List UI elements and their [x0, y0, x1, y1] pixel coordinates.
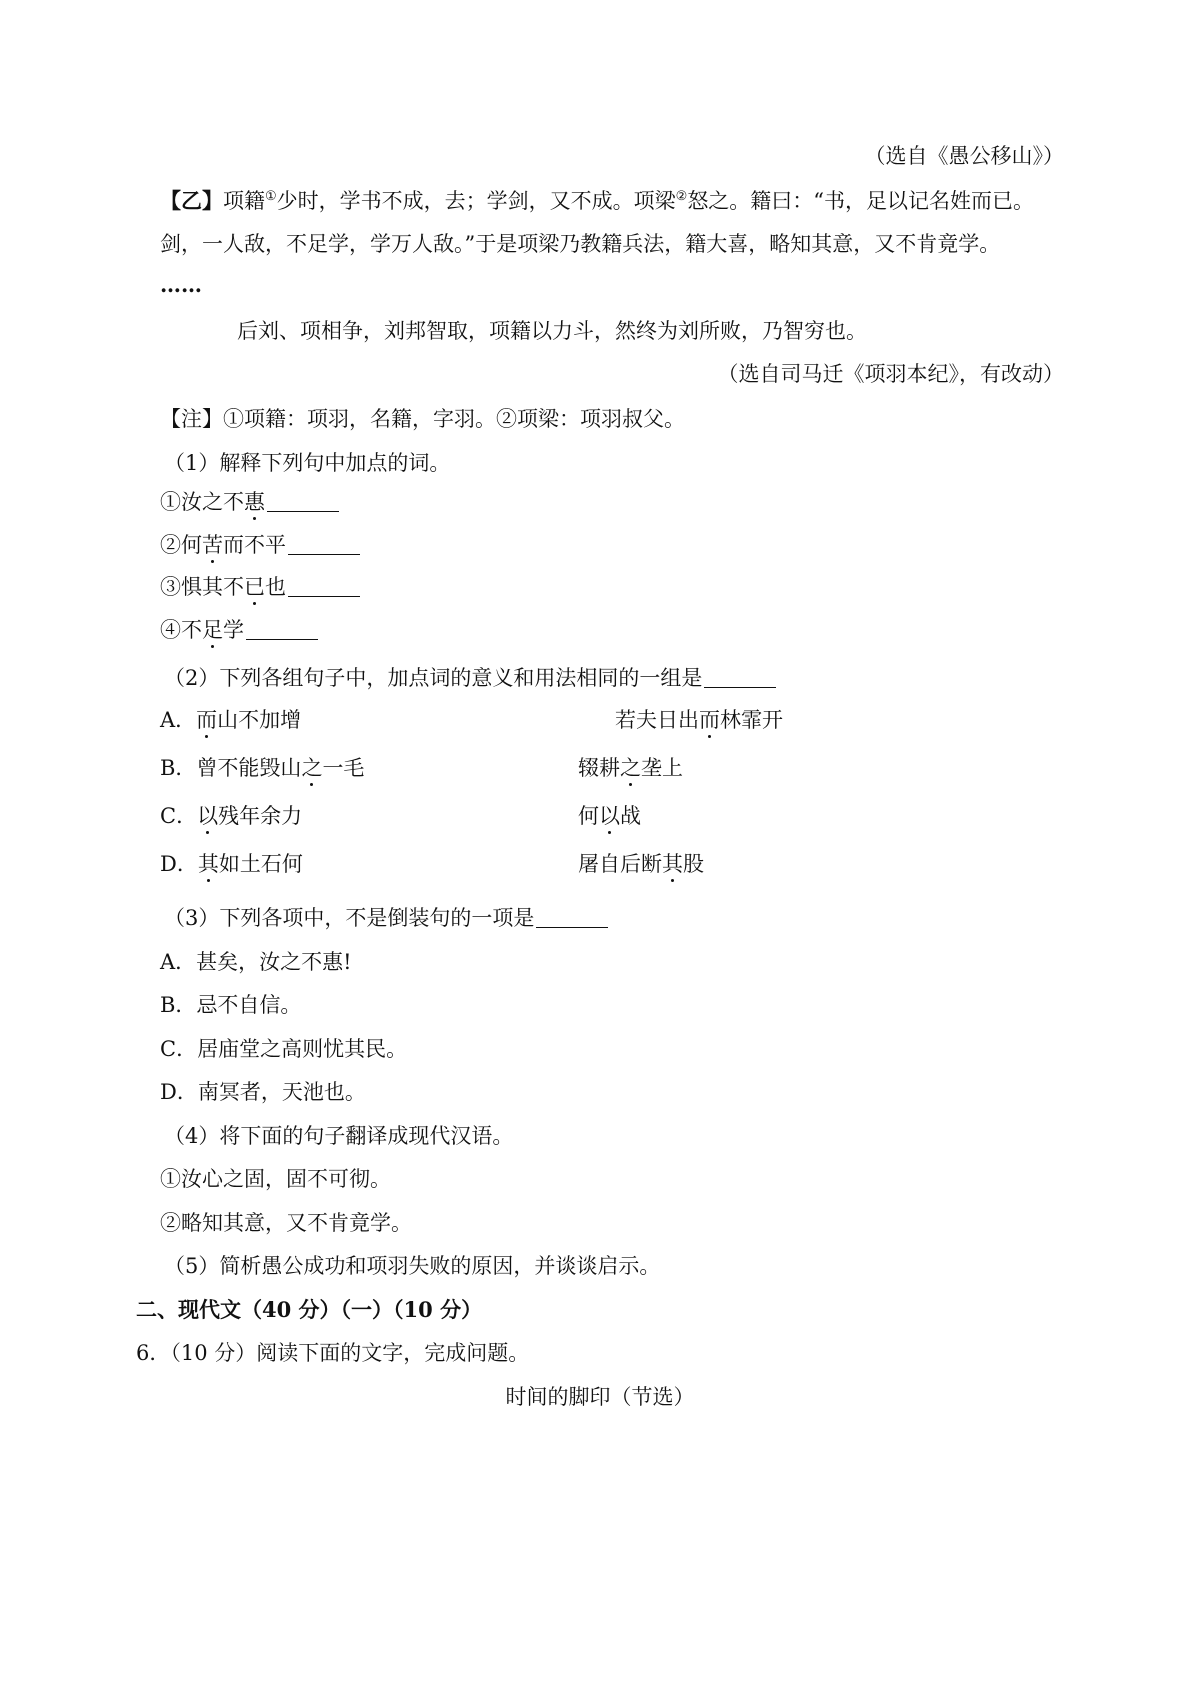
q1-item-3: ③惧其不已也	[160, 577, 360, 598]
passage-b-line-1	[160, 190, 1034, 212]
source-citation-1: （选自《愚公移山》）	[864, 144, 1064, 168]
q1-item-4: ④不足学	[160, 620, 318, 641]
dotted-char: 之	[301, 756, 323, 780]
dotted-char: 之	[620, 756, 641, 780]
dotted-char: 以	[197, 804, 219, 828]
passage-b-tag: 【乙】	[160, 188, 223, 213]
passage-b-line-2: 剑，一人敌，不足学，学万人敌。”于是项梁乃教籍兵法，籍大喜，略知其意，又不肯竟学。	[160, 232, 1001, 256]
question-1-stem: （1）解释下列句中加点的词。	[164, 451, 451, 475]
q4-item-2: ②略知其意，又不肯竟学。	[160, 1211, 412, 1235]
question-3-stem: （3）下列各项中，不是倒装句的一项是	[164, 908, 608, 929]
source-citation-2: （选自司马迁《项羽本纪》，有改动）	[717, 362, 1064, 386]
dotted-char: 其	[662, 852, 683, 876]
q3-option-b[interactable]: B．忌不自信。	[160, 993, 302, 1017]
option-label: C．	[160, 804, 198, 828]
q2-option-b[interactable]: B．曾不能毁山之一毛 辍耕之垄上	[160, 756, 683, 780]
passage-b-text: 少时，学书不成，去；学剑，又不成。项梁	[276, 189, 676, 213]
question-6-stem: 6．（10 分）阅读下面的文字，完成问题。	[136, 1341, 530, 1365]
ellipsis: ……	[160, 272, 202, 297]
dotted-char: 而	[699, 708, 720, 732]
q2-option-a[interactable]: A．而山不加增 若夫日出而林霏开	[160, 708, 783, 732]
q4-item-1: ①汝心之固，固不可彻。	[160, 1167, 391, 1191]
answer-blank[interactable]	[267, 510, 339, 512]
question-5-stem: （5）简析愚公成功和项羽失败的原因，并谈谈启示。	[164, 1254, 661, 1278]
q2-option-d[interactable]: D．其如土石何 屠自后断其股	[160, 852, 704, 876]
dotted-char: 足	[202, 618, 223, 642]
q3-option-a[interactable]: A．甚矣，汝之不惠!	[160, 950, 352, 974]
dotted-char: 已	[244, 575, 265, 599]
option-label: B．	[160, 756, 197, 780]
passage-b-text: 怒之。籍曰：“书，足以记名姓而已。	[687, 189, 1035, 213]
q3-option-c[interactable]: C．居庙堂之高则忧其民。	[160, 1037, 408, 1061]
question-4-stem: （4）将下面的句子翻译成现代汉语。	[164, 1124, 514, 1148]
note-ref-1: ①	[265, 189, 277, 204]
dotted-char: 以	[599, 804, 620, 828]
answer-blank[interactable]	[288, 595, 360, 597]
answer-blank[interactable]	[246, 638, 318, 640]
question-2-stem: （2）下列各组句子中，加点词的意义和用法相同的一组是	[164, 668, 776, 689]
option-label: A．	[160, 708, 197, 732]
answer-blank[interactable]	[288, 553, 360, 555]
passage-b-text: 项籍	[223, 189, 265, 213]
option-label: D．	[160, 852, 198, 876]
answer-blank[interactable]	[536, 926, 608, 928]
dotted-char: 其	[197, 852, 219, 876]
q3-option-d[interactable]: D．南冥者，天池也。	[160, 1080, 366, 1104]
dotted-char: 而	[196, 708, 218, 732]
dotted-char: 惠	[244, 490, 265, 514]
annotation-note: 【注】①项籍：项羽，名籍，字羽。②项梁：项羽叔父。	[160, 407, 685, 431]
answer-blank[interactable]	[704, 686, 776, 688]
q1-item-1: ①汝之不惠	[160, 492, 339, 513]
passage-b-line-3: 后刘、项相争，刘邦智取，项籍以力斗，然终为刘所败，乃智穷也。	[237, 319, 867, 343]
q1-item-2: ②何苦而不平	[160, 535, 360, 556]
q2-option-c[interactable]: C．以残年余力 何以战	[160, 804, 641, 828]
note-ref-2: ②	[675, 189, 688, 204]
article-title: 时间的脚印（节选）	[505, 1385, 695, 1409]
section-heading-2: 二、现代文（40 分）（一）（10 分）	[136, 1297, 483, 1322]
dotted-char: 苦	[202, 533, 223, 557]
